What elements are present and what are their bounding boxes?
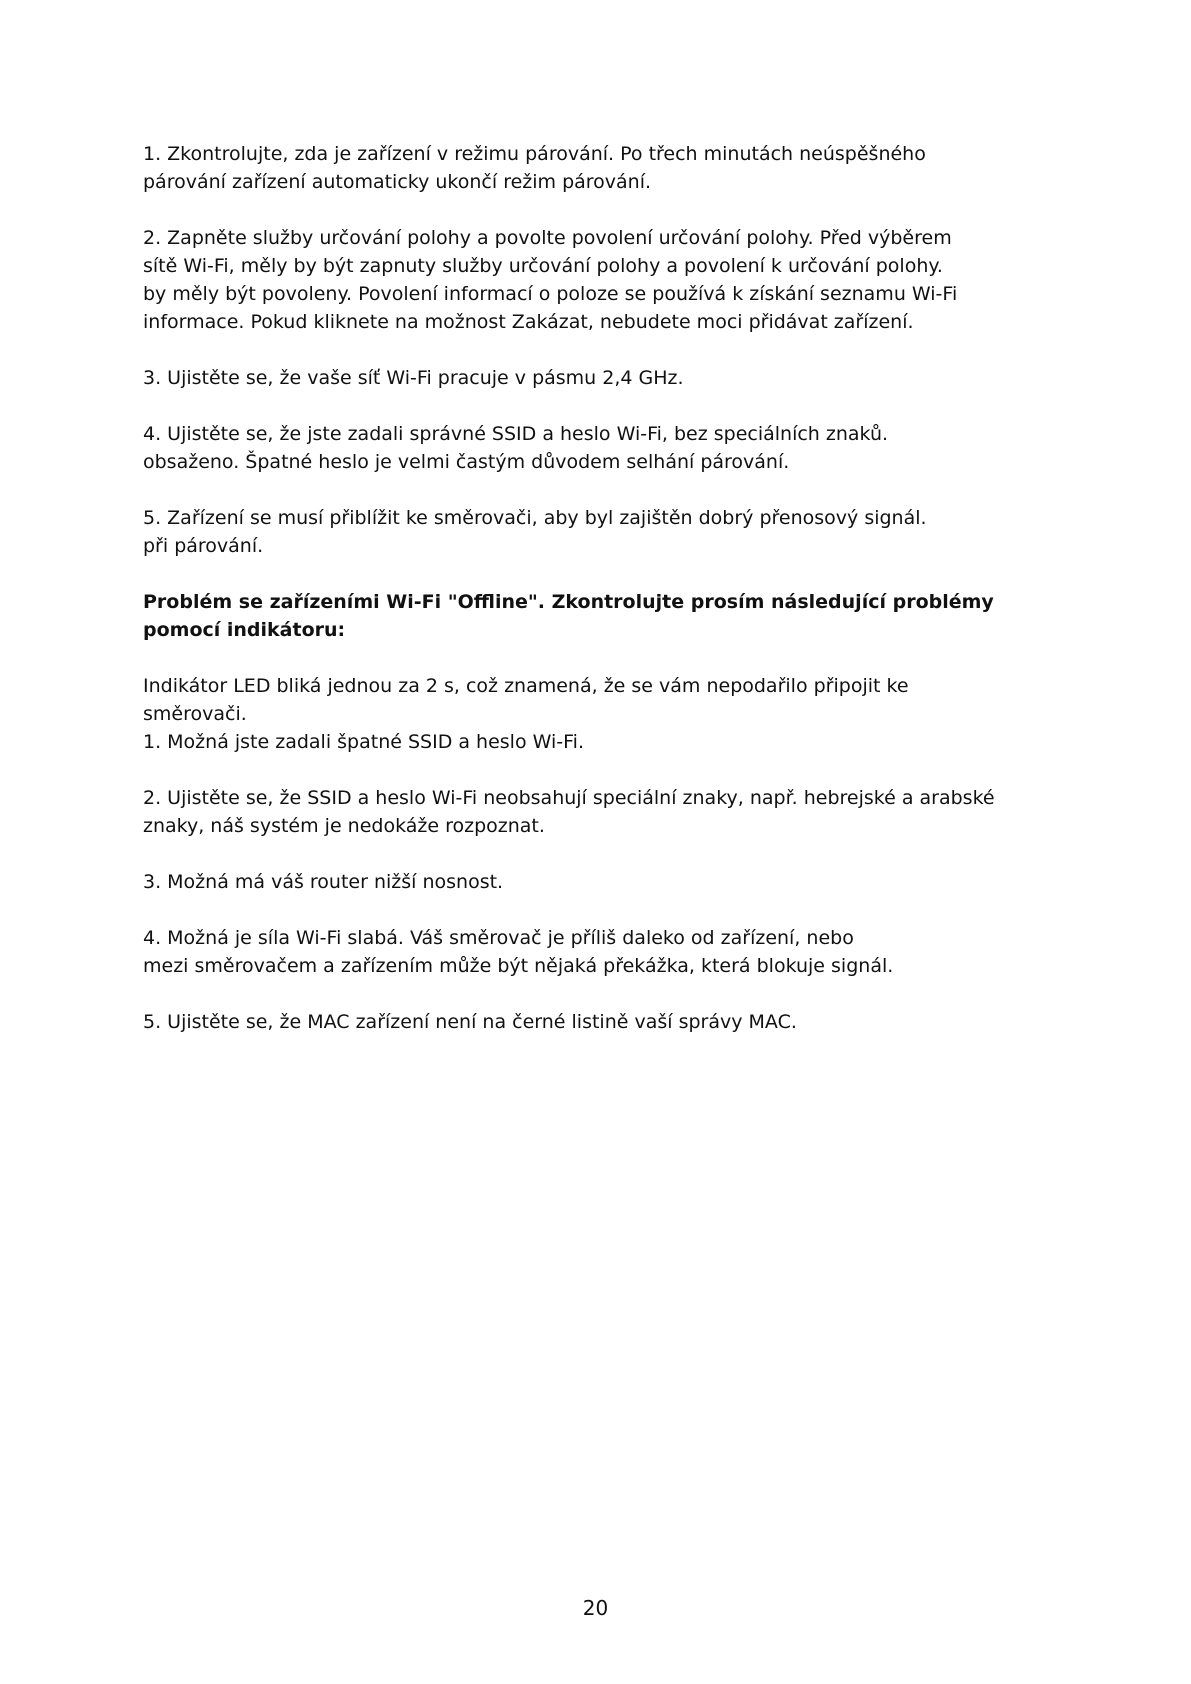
text-line: 4. Ujistěte se, že jste zadali správné SSID a heslo Wi-Fi, bez speciálních znaků. — [143, 423, 889, 445]
heading-line: Problém se zařízeními Wi-Fi "Offline". Zkontrolujte prosím následující problémy — [143, 591, 994, 613]
paragraph-led-indicator — [143, 672, 1063, 756]
text-line: 3. Ujistěte se, že vaše síť Wi-Fi pracuje v pásmu 2,4 GHz. — [143, 367, 684, 389]
text-line: obsaženo. Špatné heslo je velmi častým důvodem selhání párování. — [143, 451, 790, 473]
text-line: 5. Ujistěte se, že MAC zařízení není na černé listině vaší správy MAC. — [143, 1011, 797, 1033]
paragraph-ssid-password — [143, 420, 1063, 476]
text-line: informace. Pokud kliknete na možnost Zakázat, nebudete moci přidávat zařízení. — [143, 311, 914, 333]
text-line: směrovači. — [143, 703, 247, 725]
text-line: Indikátor LED bliká jednou za 2 s, což znamená, že se vám nepodařilo připojit ke — [143, 675, 909, 697]
text-line: 4. Možná je síla Wi-Fi slabá. Váš směrovač je příliš daleko od zařízení, nebo — [143, 927, 854, 949]
paragraph-router-distance — [143, 504, 1063, 560]
text-line: 2. Zapněte služby určování polohy a povolte povolení určování polohy. Před výběrem — [143, 227, 952, 249]
text-line: 1. Zkontrolujte, zda je zařízení v režimu párování. Po třech minutách neúspěšného — [143, 143, 926, 165]
text-line: 5. Zařízení se musí přiblížit ke směrovači, aby byl zajištěn dobrý přenosový signál. — [143, 507, 927, 529]
paragraph-wifi-band — [143, 364, 1063, 392]
paragraph-special-characters — [143, 784, 1063, 840]
paragraph-location-services — [143, 224, 1063, 336]
text-line: 2. Ujistěte se, že SSID a heslo Wi-Fi neobsahují speciální znaky, např. hebrejské a arabské — [143, 787, 995, 809]
text-line: znaky, náš systém je nedokáže rozpoznat. — [143, 815, 545, 837]
text-line: sítě Wi-Fi, měly by být zapnuty služby určování polohy a povolení k určování polohy. — [143, 255, 943, 277]
text-line: 1. Možná jste zadali špatné SSID a heslo Wi-Fi. — [143, 731, 584, 753]
text-line: 3. Možná má váš router nižší nosnost. — [143, 871, 504, 893]
section-heading-offline — [143, 588, 1063, 644]
text-line: mezi směrovačem a zařízením může být nějaká překážka, která blokuje signál. — [143, 955, 894, 977]
paragraph-weak-signal — [143, 924, 1063, 980]
paragraph-mac-blacklist — [143, 1008, 1063, 1036]
paragraph-pairing-mode — [143, 140, 1063, 196]
text-line: při párování. — [143, 535, 264, 557]
text-line: by měly být povoleny. Povolení informací o poloze se používá k získání seznamu Wi-Fi — [143, 283, 958, 305]
text-line: párování zařízení automaticky ukončí režim párování. — [143, 171, 652, 193]
heading-line: pomocí indikátoru: — [143, 619, 346, 641]
paragraph-router-capacity — [143, 868, 1063, 896]
page-content — [143, 140, 1063, 1064]
page-number: 20 — [582, 1596, 609, 1620]
